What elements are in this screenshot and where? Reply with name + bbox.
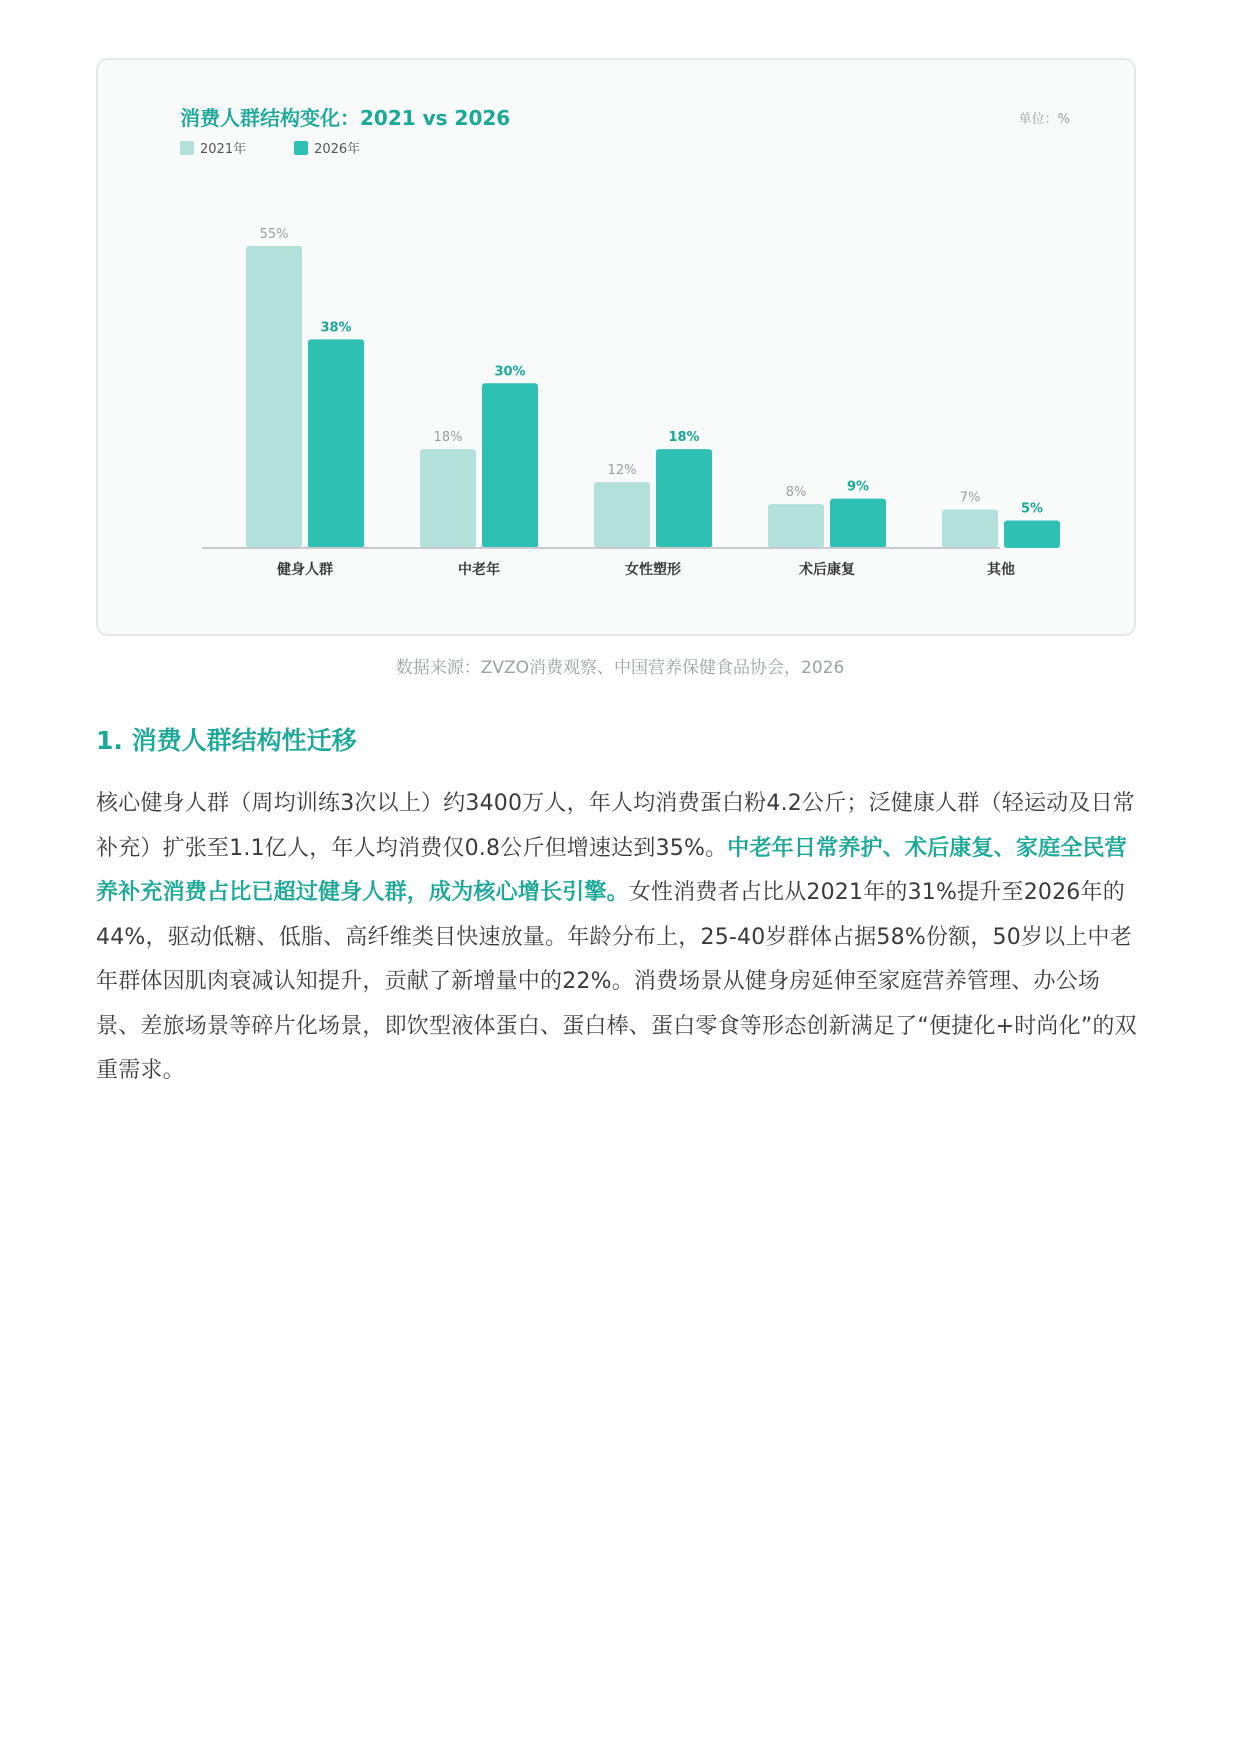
category-label-2: 女性塑形 (625, 562, 681, 578)
bar-2021-4 (942, 510, 998, 548)
chart-unit-label: 单位：% (1018, 112, 1070, 127)
paragraph-part-1: 核心健身人群（周均训练3次以上）约3400万人，年人均消费蛋白粉4.2公斤；泛健康人群（轻运动及日常补充）扩张至1.1亿人，年人均消费仅0.8公斤但增速达到35%。 (96, 791, 1135, 861)
data-label-2021-2: 12% (607, 463, 637, 479)
chart-card (96, 58, 1136, 636)
category-label-0: 健身人群 (277, 562, 333, 578)
data-label-2026-2: 18% (668, 430, 700, 446)
bar-2021-0 (246, 246, 302, 548)
data-label-2021-3: 8% (785, 485, 807, 501)
legend-label-2026: 2026年 (314, 142, 361, 157)
data-label-2026-4: 5% (1020, 501, 1044, 517)
bar-2026-0 (308, 339, 364, 548)
paragraph-highlight: 中老年日常养护、术后康复、家庭全民营养补充消费占比已超过健身人群，成为核心增长引擎。 (96, 835, 1127, 905)
data-label-2021-4: 7% (959, 490, 981, 506)
bar-2021-2 (594, 482, 650, 548)
category-label-3: 术后康复 (799, 562, 855, 578)
data-label-2021-0: 55% (259, 227, 289, 242)
section-heading: 1. 消费人群结构性迁移 (96, 726, 357, 755)
bar-2026-2 (656, 449, 712, 548)
bar-2021-1 (420, 449, 476, 548)
data-label-2026-3: 9% (846, 479, 870, 495)
legend-label-2021: 2021年 (200, 142, 247, 157)
data-source-note: 数据来源：ZVZO消费观察、中国营养保健食品协会，2026 (395, 658, 845, 678)
paragraph-part-2: 女性消费者占比从2021年的31%提升至2026年的44%，驱动低糖、低脂、高纤维类目快速放量。年龄分布上，25-40岁群体占据58%份额，50岁以上中老年群体因肌肉衰减认知提升，贡献了新增量中的22%。消费场景从健身房延伸至家庭营养管理、办公场景、差旅场景等碎片化场景，即饮型液体蛋白、蛋白棒、蛋白零食等形态创新满足了“便捷化+时尚化”的双重需求。 (96, 880, 1137, 1083)
category-label-1: 中老年 (458, 562, 500, 578)
chart-title: 消费人群结构变化：2021 vs 2026 (180, 106, 511, 130)
bar-2026-4 (1004, 521, 1060, 548)
bar-chart (98, 60, 1134, 634)
section-paragraph (96, 782, 1140, 1094)
data-label-2021-1: 18% (433, 430, 463, 446)
bar-2026-3 (830, 499, 886, 548)
data-label-2026-0: 38% (320, 320, 352, 336)
bar-2021-3 (768, 504, 824, 548)
data-label-2026-1: 30% (494, 364, 526, 380)
bar-2026-1 (482, 383, 538, 548)
category-label-4: 其他 (987, 562, 1015, 578)
